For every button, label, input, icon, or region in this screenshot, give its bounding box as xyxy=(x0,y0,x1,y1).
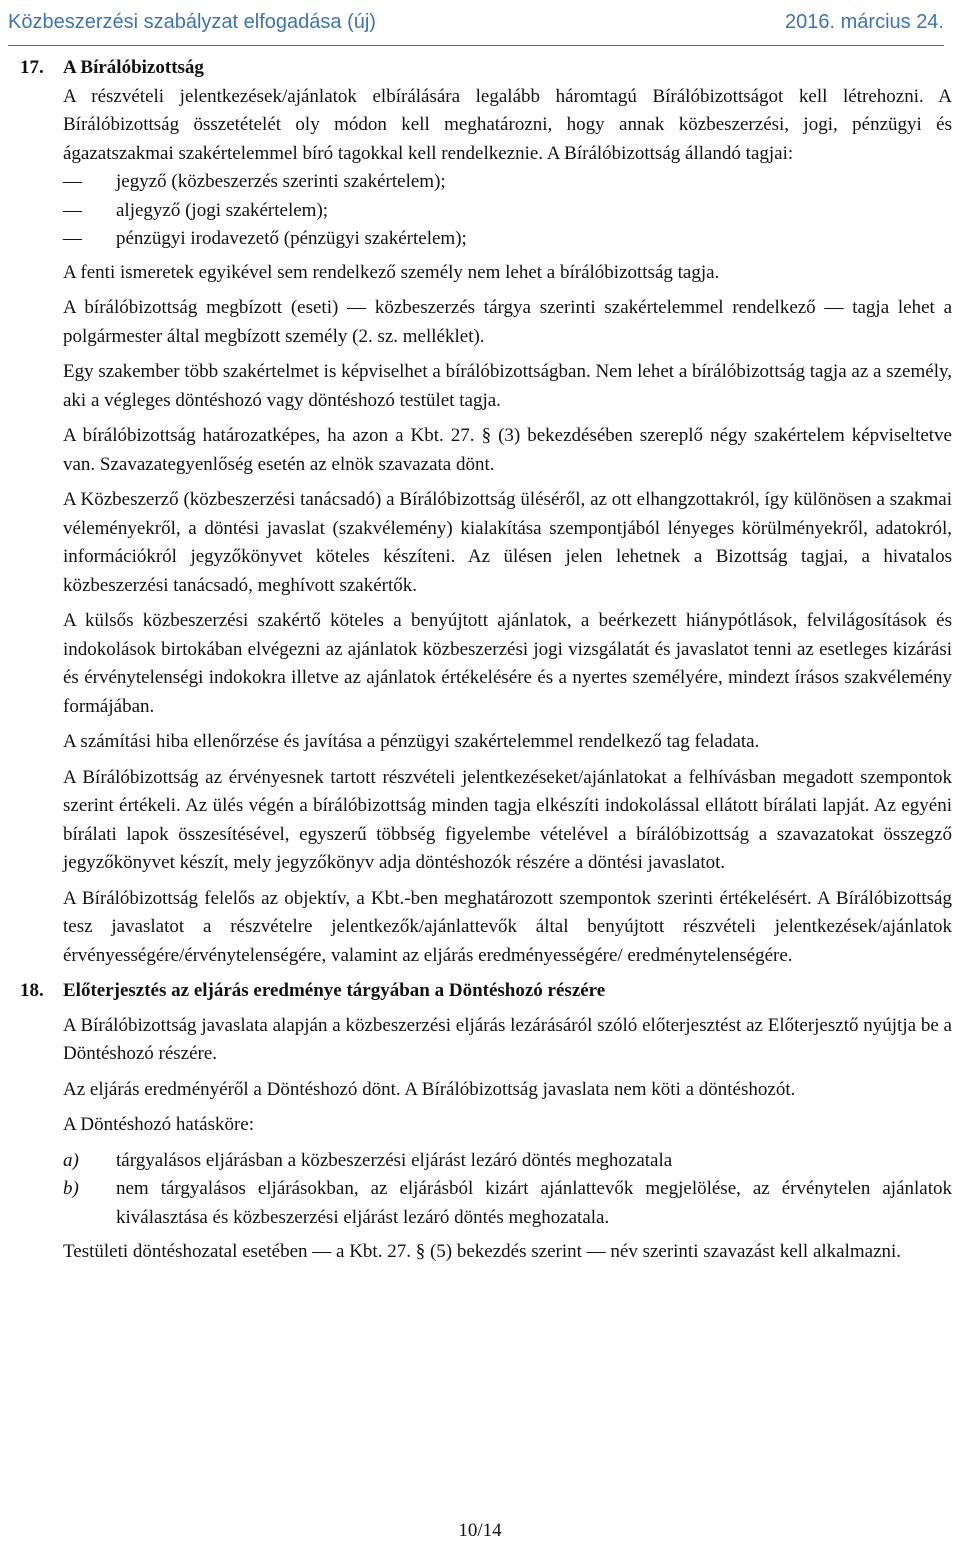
page-number: 10/14 xyxy=(458,1520,502,1541)
committee-members-list xyxy=(63,168,952,254)
section-17-title: A Bírálóbizottság xyxy=(63,57,204,78)
list-item: — aljegyző (jogi szakértelem); xyxy=(63,197,952,226)
paragraph: A Közbeszerző (közbeszerzési tanácsadó) a Bírálóbizottság üléséről, az ott elhangzottakról, így különösen a szakmai véleményekről, a döntési javaslat (szakvélemény) kialakítása szempontjából lényeges körülményekről, adatokról, információkról jegyzőkönyvet köteles készíteni. Az ülésen jelen lehetnek a Bizottság tagjai, a hivatalos közbeszerzési tanácsadó, meghívott szakértők. xyxy=(63,489,952,596)
list-marker: b) xyxy=(63,1178,79,1199)
paragraph: A Döntéshozó hatásköre: xyxy=(63,1114,255,1135)
section-18-body xyxy=(20,1012,952,1267)
paragraph: Az eljárás eredményéről a Döntéshozó dönt. A Bírálóbizottság javaslata nem köti a döntéshozót. xyxy=(63,1078,796,1100)
list-item-text: nem tárgyalásos eljárásokban, az eljárásból kizárt ajánlattevők megjelölése, az érvénytelen ajánlatok kiválasztása és közbeszerzési eljárást lezáró döntés meghozatala. xyxy=(116,1178,952,1228)
paragraph: A Bírálóbizottság javaslata alapján a közbeszerzési eljárás lezárásáról szóló előterjesztést az Előterjesztő nyújtja be a Döntéshozó részére. xyxy=(63,1014,952,1064)
section-18-heading xyxy=(20,977,952,1006)
section-17-number: 17. xyxy=(20,57,44,78)
paragraph: A bírálóbizottság határozatképes, ha azon a Kbt. 27. § (3) bekezdésében szereplő négy szakértelem képviseltetve van. Szavazategyenlőség esetén az elnök szavazata dönt. xyxy=(63,425,952,475)
list-item xyxy=(63,1175,952,1232)
paragraph: A fenti ismeretek egyikével sem rendelkező személy nem lehet a bírálóbizottság tagja. xyxy=(63,261,720,283)
paragraph: Egy szakember több szakértelmet is képviselhet a bírálóbizottságban. Nem lehet a bírálóbizottság tagja az a személy, aki a végleges döntéshozó vagy döntéshozó testület tagja. xyxy=(63,361,952,411)
decision-maker-powers-list xyxy=(63,1147,952,1233)
paragraph: A külsős közbeszerzési szakértő köteles a benyújtott ajánlatok, a beérkezett hiánypótlások, felvilágosítások és indokolások birtokában elvégezni az ajánlatok közbeszerzési jogi vizsgálatát és javaslatot tenni az esetleges kizárási és érvénytelenségi indokokra illetve az ajánlatok értékelésére és a nyertes személyére, mindezt írásos szakvélemény formájában. xyxy=(63,610,952,717)
section-17-heading xyxy=(20,54,952,83)
document-date: 2016. március 24. xyxy=(785,10,944,33)
paragraph: A bírálóbizottság megbízott (eseti) — közbeszerzés tárgya szerinti szakértelemmel rendelkező — tagja lehet a polgármester által megbízott személy (2. sz. melléklet). xyxy=(63,297,952,347)
paragraph: A Bírálóbizottság felelős az objektív, a Kbt.-ben meghatározott szempontok szerinti értékelésért. A Bírálóbizottság tesz javaslatot a részvételre jelentkezők/ajánlattevők által benyújtott részvételi jelentkezések/ajánlatok érvényességére/érvénytelenségére, valamint az eljárás eredményességére/ eredménytelenségére. xyxy=(63,887,952,966)
paragraph: Testületi döntéshozatal esetében — a Kbt. 27. § (5) bekezdés szerint — név szerinti szavazást kell alkalmazni. xyxy=(63,1241,902,1262)
paragraph: A Bírálóbizottság az érvényesnek tartott részvételi jelentkezéseket/ajánlatokat a felhívásban megadott szempontok szerint értékeli. Az ülés végén a bírálóbizottság minden tagja elkészíti indokolással ellátott bírálati lapját. Az egyéni bírálati lapok összesítésével, egyszerű többség figyelembe vételével a bírálóbizottság a szavazatokat összegző jegyzőkönyvet készít, mely jegyzőkönyv adja döntéshozók részére a döntési javaslatot. xyxy=(63,766,952,873)
list-item: — jegyző (közbeszerzés szerinti szakértelem); xyxy=(63,168,952,197)
document-body xyxy=(20,54,952,1274)
list-item-text: tárgyalásos eljárásban a közbeszerzési eljárást lezáró döntés meghozatala xyxy=(116,1149,673,1171)
section-17-body xyxy=(20,83,952,971)
list-marker: a) xyxy=(63,1149,79,1171)
paragraph: A számítási hiba ellenőrzése és javítása a pénzügyi szakértelemmel rendelkező tag feladata. xyxy=(63,731,760,752)
header-divider xyxy=(8,45,944,46)
section-18-title: Előterjesztés az eljárás eredménye tárgyában a Döntéshozó részére xyxy=(63,980,606,1001)
list-item: — pénzügyi irodavezető (pénzügyi szakértelem); xyxy=(63,225,952,254)
paragraph: A részvételi jelentkezések/ajánlatok elbírálására legalább háromtagú Bírálóbizottságot kell létrehozni. A Bírálóbizottság összetételét oly módon kell meghatározni, hogy annak közbeszerzési, jogi, pénzügyi és ágazatszakmai szakértelemmel bíró tagokkal kell rendelkeznie. A Bírálóbizottság állandó tagjai: xyxy=(63,85,952,164)
section-18-number: 18. xyxy=(20,980,44,1001)
page-header xyxy=(8,0,944,44)
document-title: Közbeszerzési szabályzat elfogadása (új) xyxy=(8,10,376,33)
list-item xyxy=(63,1147,952,1176)
